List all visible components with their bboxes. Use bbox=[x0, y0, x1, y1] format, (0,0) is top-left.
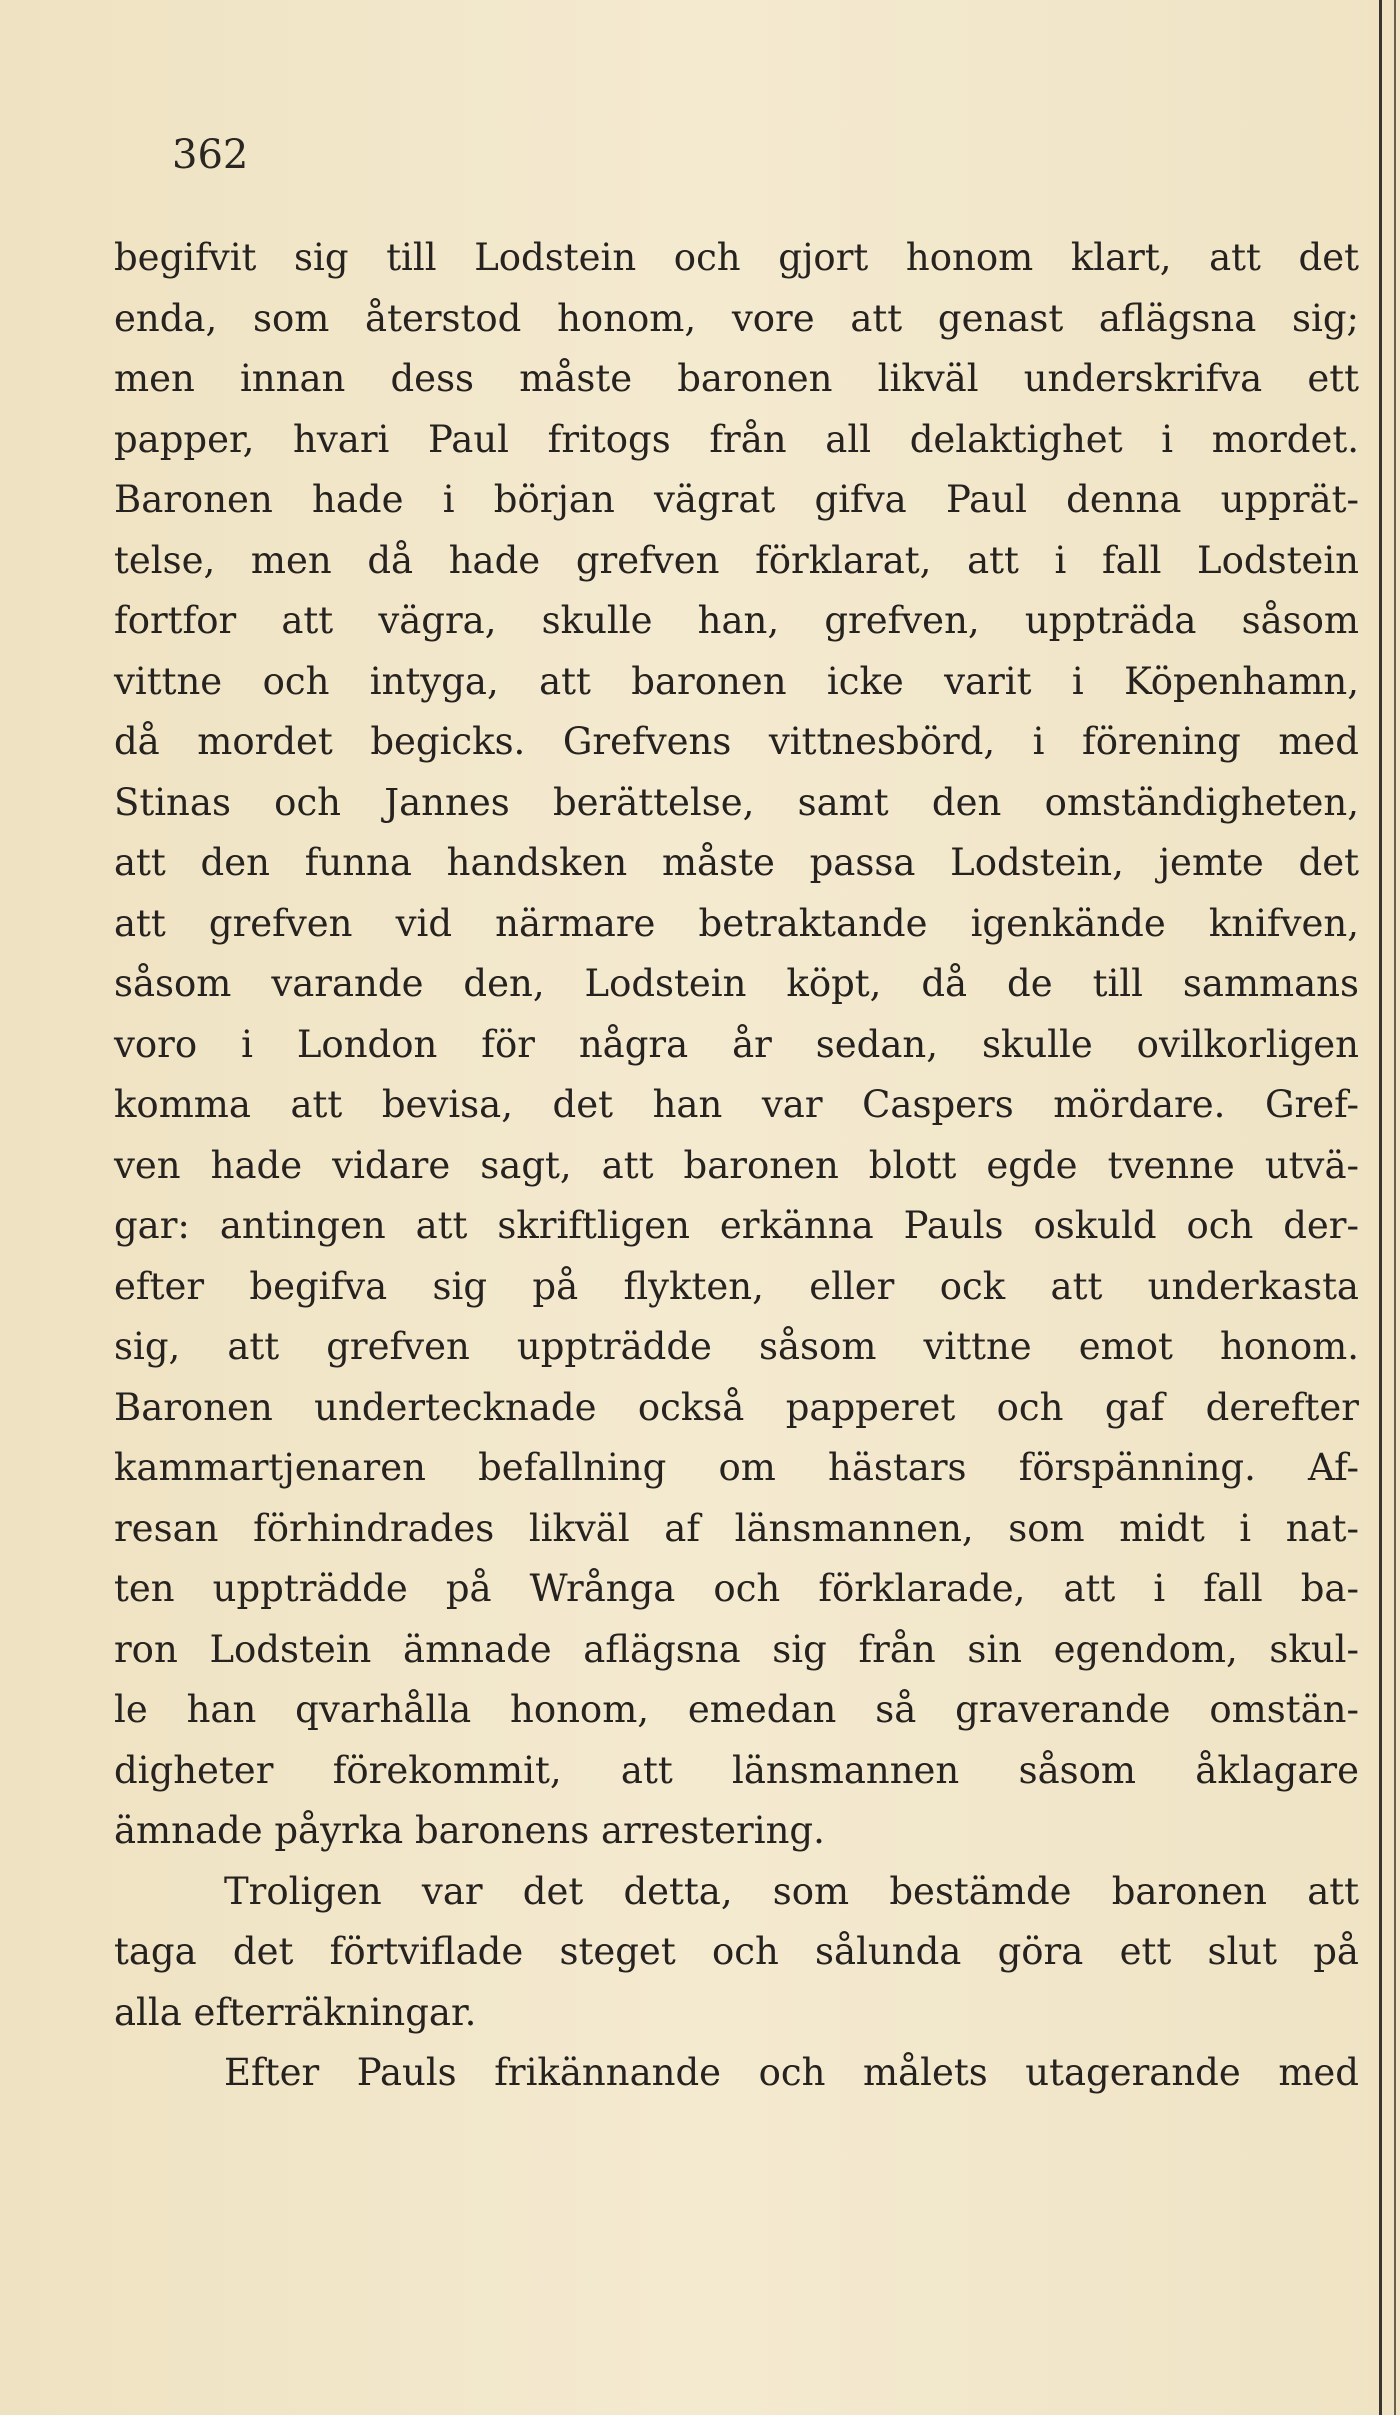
paragraph-1 bbox=[114, 228, 1359, 1862]
text-line: vittne och intyga, att baronen icke varit i Köpenhamn, bbox=[114, 659, 1359, 703]
text-line: efter begifva sig på flykten, eller ock att underkasta bbox=[114, 1264, 1359, 1308]
text-line: Baronen hade i början vägrat gifva Paul denna upprät- bbox=[114, 478, 1359, 521]
text-line: digheter förekommit, att länsmannen såsom åklagare bbox=[114, 1748, 1359, 1792]
text-line: begifvit sig till Lodstein och gjort honom klart, att det bbox=[114, 236, 1359, 279]
text-line: kammartjenaren befallning om hästars förspänning. Af- bbox=[114, 1446, 1359, 1489]
text-line: resan förhindrades likväl af länsmannen, som midt i nat- bbox=[114, 1506, 1359, 1550]
text-line: papper, hvari Paul fritogs från all delaktighet i mordet. bbox=[114, 417, 1359, 461]
page-edge bbox=[1379, 0, 1382, 2415]
text-line: telse, men då hade grefven förklarat, att i fall Lodstein bbox=[114, 538, 1359, 582]
text-line: ämnade påyrka baronens arrestering. bbox=[114, 1809, 825, 1852]
text-line: sig, att grefven uppträdde såsom vittne emot honom. bbox=[114, 1325, 1359, 1368]
text-line: taga det förtviflade steget och sålunda göra ett slut på bbox=[114, 1930, 1359, 1973]
text-line: men innan dess måste baronen likväl underskrifva ett bbox=[114, 357, 1359, 400]
text-line: att grefven vid närmare betraktande igenkände knifven, bbox=[114, 901, 1359, 945]
text-line: såsom varande den, Lodstein köpt, då de till sammans bbox=[114, 962, 1359, 1005]
text-line: alla efterräkningar. bbox=[114, 1990, 477, 2034]
text-line: Stinas och Jannes berättelse, samt den omständigheten, bbox=[114, 780, 1359, 824]
text-line: fortfor att vägra, skulle han, grefven, uppträda såsom bbox=[114, 599, 1359, 642]
text-line: ron Lodstein ämnade aflägsna sig från sin egendom, skul- bbox=[114, 1627, 1359, 1671]
paragraph-3 bbox=[114, 2043, 1359, 2104]
paragraph-2 bbox=[114, 1862, 1359, 2044]
text-line: le han qvarhålla honom, emedan så graverande omstän- bbox=[114, 1688, 1359, 1731]
text-line: voro i London för några år sedan, skulle ovilkorligen bbox=[114, 1022, 1359, 1066]
text-line: Efter Pauls frikännande och målets utagerande med bbox=[224, 2051, 1359, 2094]
text-line: gar: antingen att skriftligen erkänna Pauls oskuld och der- bbox=[114, 1204, 1359, 1247]
text-line: Troligen var det detta, som bestämde baronen att bbox=[224, 1869, 1359, 1913]
text-line: att den funna handsken måste passa Lodstein, jemte det bbox=[114, 841, 1359, 884]
text-line: ten uppträdde på Wrånga och förklarade, att i fall ba- bbox=[114, 1567, 1359, 1610]
page-edge-outer bbox=[1394, 0, 1396, 2415]
text-line: enda, som återstod honom, vore att genast aflägsna sig; bbox=[114, 296, 1359, 340]
text-line: ven hade vidare sagt, att baronen blott egde tvenne utvä- bbox=[114, 1143, 1359, 1187]
text-line: då mordet begicks. Grefvens vittnesbörd, i förening med bbox=[114, 720, 1359, 763]
text-line: komma att bevisa, det han var Caspers mördare. Gref- bbox=[114, 1083, 1359, 1126]
page-number: 362 bbox=[172, 132, 249, 178]
body-text bbox=[114, 228, 1359, 2104]
text-line: Baronen undertecknade också papperet och gaf derefter bbox=[114, 1385, 1359, 1429]
